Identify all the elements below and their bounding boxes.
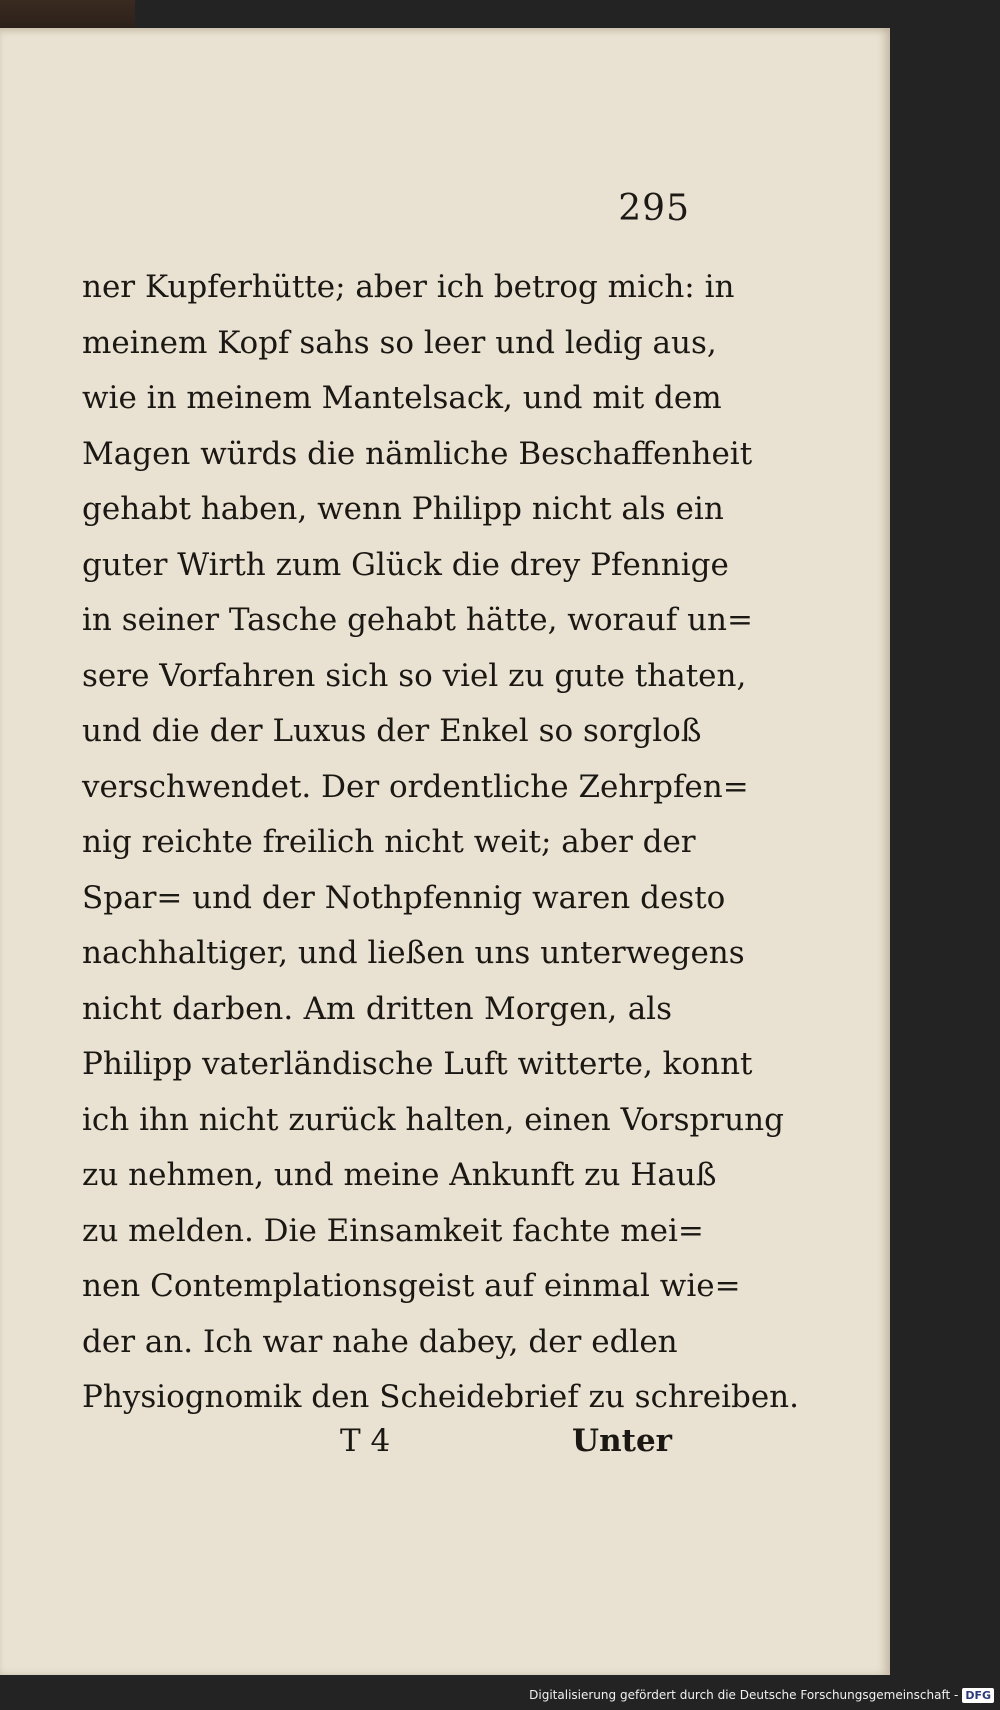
text-line: Spar= und der Nothpfennig waren desto (82, 879, 726, 916)
page-footer (300, 1423, 672, 1473)
text-line: meinem Kopf sahs so leer und ledig aus, (82, 324, 717, 361)
page-number: 295 (618, 188, 690, 229)
digitization-credit (529, 1684, 994, 1706)
text-line: Physiognomik den Scheidebrief zu schreiben. (82, 1379, 799, 1415)
text-line: in seiner Tasche gehabt hätte, worauf un= (82, 602, 753, 638)
text-line: sere Vorfahren sich so viel zu gute thaten, (82, 657, 747, 694)
text-line: wie in meinem Mantelsack, und mit dem (82, 380, 722, 416)
text-line: nen Contemplationsgeist auf einmal wie= (82, 1268, 741, 1304)
body-text (82, 260, 799, 1426)
text-line: nig reichte freilich nicht weit; aber der (82, 824, 696, 860)
credit-text: Digitalisierung gefördert durch die Deutsche Forschungsgemeinschaft - (529, 1688, 959, 1702)
catchword: Unter (572, 1423, 672, 1459)
text-line: der an. Ich war nahe dabey, der edlen (82, 1323, 678, 1360)
text-line: Magen würds die nämliche Beschaffenheit (82, 435, 753, 472)
text-line: zu melden. Die Einsamkeit fachte mei= (82, 1212, 704, 1249)
text-line: nachhaltiger, und ließen uns unterwegens (82, 935, 745, 971)
book-page (0, 28, 890, 1675)
dfg-logo-icon: DFG (962, 1688, 994, 1703)
text-line: zu nehmen, und meine Ankunft zu Hauß (82, 1157, 717, 1193)
text-line: gehabt haben, wenn Philipp nicht als ein (82, 491, 724, 527)
text-line: ich ihn nicht zurück halten, einen Vorsprung (82, 1101, 784, 1138)
signature-mark: T 4 (340, 1423, 391, 1459)
text-line: ner Kupferhütte; aber ich betrog mich: in (82, 269, 735, 305)
text-line: verschwendet. Der ordentliche Zehrpfen= (82, 768, 749, 805)
text-line: und die der Luxus der Enkel so sorgloß (82, 713, 702, 749)
text-line: guter Wirth zum Glück die drey Pfennige (82, 546, 729, 583)
text-line: Philipp vaterländische Luft witterte, konnt (82, 1046, 753, 1082)
book-edge-strip (0, 0, 135, 28)
text-line: nicht darben. Am dritten Morgen, als (82, 990, 672, 1027)
